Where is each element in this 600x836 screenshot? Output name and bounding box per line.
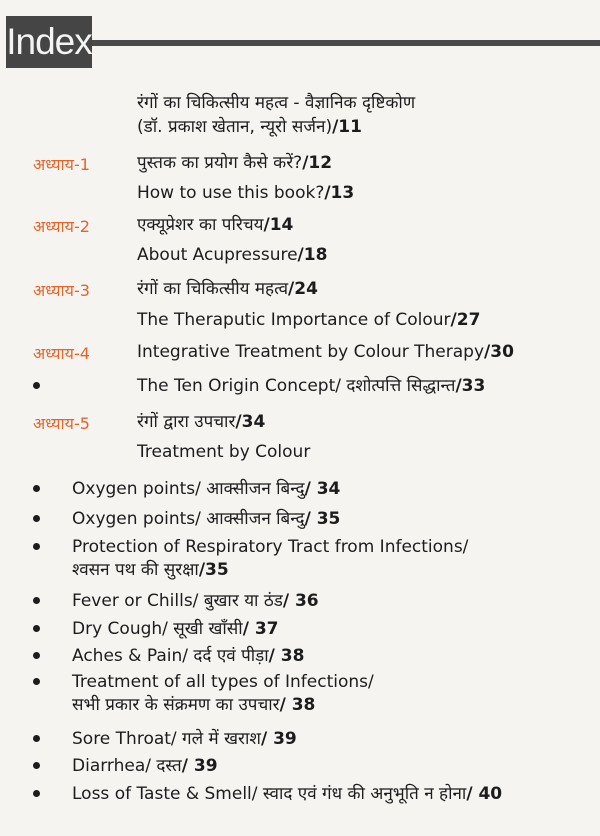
entry-text: The Ten Origin Concept/ दशोत्पत्ति सिद्धान्त (137, 376, 456, 396)
entry-text: Integrative Treatment by Colour Therapy (137, 342, 485, 362)
bullet (33, 790, 40, 797)
bullet (33, 625, 40, 632)
intro-line-2 (137, 116, 362, 138)
page-number: / 39 (181, 756, 218, 776)
page-number: /30 (484, 342, 514, 362)
entry-text: Dry Cough/ सूखी खाँसी (72, 619, 243, 639)
page-number: /12 (302, 153, 333, 173)
toc-entry (72, 590, 319, 612)
toc-entry (72, 645, 304, 667)
entry-text: एक्यूप्रेशर का परिचय (137, 215, 264, 235)
entry-text: Oxygen points/ आक्सीजन बिन्दु (72, 509, 305, 529)
page-number: / 39 (260, 729, 297, 749)
page-number: /18 (297, 245, 328, 265)
page-number: /24 (288, 279, 318, 299)
toc-entry (137, 341, 514, 363)
page-number: / 36 (282, 591, 319, 611)
page-number: /27 (450, 310, 481, 330)
page-title: Index (6, 16, 92, 68)
page-number: /35 (198, 560, 229, 580)
entry-text: How to use this book? (137, 183, 325, 203)
page-number: /34 (235, 412, 266, 432)
toc-entry-continued (72, 694, 315, 716)
entry-text: Sore Throat/ गले में खराश (72, 729, 261, 749)
toc-entry (137, 244, 327, 266)
chapter-label-3: अध्याय-3 (33, 281, 90, 300)
entry-text: Fever or Chills/ बुखार या ठंड (72, 591, 283, 611)
toc-entry-continued (72, 559, 229, 581)
page-number: / 38 (268, 646, 305, 666)
chapter-label-1: अध्याय-1 (33, 155, 90, 174)
page-number: /11 (332, 117, 362, 137)
toc-entry (72, 478, 340, 500)
entry-text: Loss of Taste & Smell/ स्वाद एवं गंध की अनुभूति न होना (72, 784, 467, 804)
page-number: / 37 (242, 619, 279, 639)
toc-entry (137, 375, 485, 397)
toc-entry (137, 278, 318, 300)
page-number: / 34 (304, 479, 341, 499)
bullet (33, 762, 40, 769)
page-number: /13 (324, 183, 355, 203)
page-number: /33 (455, 376, 486, 396)
entry-text: The Theraputic Importance of Colour (137, 310, 451, 330)
chapter-label-4: अध्याय-4 (33, 344, 90, 363)
toc-entry (72, 508, 340, 530)
bullet (33, 678, 40, 685)
bullet (33, 485, 40, 492)
entry-text: Diarrhea/ दस्त (72, 756, 182, 776)
toc-entry (137, 182, 354, 204)
toc-entry (137, 214, 293, 236)
intro-line-2-text: (डॉ. प्रकाश खेतान, न्यूरो सर्जन) (137, 117, 333, 137)
entry-text: रंगों द्वारा उपचार (137, 412, 236, 432)
page-number: /14 (263, 215, 294, 235)
header-rule (92, 40, 600, 46)
entry-text: पुस्तक का प्रयोग कैसे करें? (137, 153, 303, 173)
page-number: / 40 (466, 784, 503, 804)
toc-entry (72, 783, 502, 805)
bullet (33, 735, 40, 742)
bullet (33, 652, 40, 659)
toc-entry (137, 411, 265, 433)
page-number: / 38 (279, 695, 316, 715)
toc-entry (137, 152, 332, 174)
entry-text: Protection of Respiratory Tract from Infections/ (72, 537, 469, 557)
entry-text: Treatment by Colour (137, 442, 311, 462)
chapter-label-5: अध्याय-5 (33, 414, 90, 433)
toc-entry (137, 309, 480, 331)
bullet (33, 515, 40, 522)
bullet (33, 382, 40, 389)
entry-text: Oxygen points/ आक्सीजन बिन्दु (72, 479, 305, 499)
toc-entry (72, 728, 297, 750)
intro-line-1 (137, 92, 415, 114)
entry-text: श्वसन पथ की सुरक्षा (72, 560, 199, 580)
toc-entry (72, 536, 468, 558)
entry-text: Treatment of all types of Infections/ (72, 672, 374, 692)
toc-entry (137, 441, 310, 463)
chapter-label-2: अध्याय-2 (33, 217, 90, 236)
toc-entry (72, 755, 218, 777)
page-number: / 35 (304, 509, 341, 529)
toc-entry (72, 671, 374, 693)
intro-line-1-text: रंगों का चिकित्सीय महत्व - वैज्ञानिक दृष्टिकोण (137, 93, 416, 113)
entry-text: Aches & Pain/ दर्द एवं पीड़ा (72, 646, 269, 666)
index-header (0, 16, 600, 68)
bullet (33, 543, 40, 550)
entry-text: About Acupressure (137, 245, 298, 265)
bullet (33, 597, 40, 604)
entry-text: सभी प्रकार के संक्रमण का उपचार (72, 695, 280, 715)
toc-entry (72, 618, 279, 640)
entry-text: रंगों का चिकित्सीय महत्व (137, 279, 289, 299)
